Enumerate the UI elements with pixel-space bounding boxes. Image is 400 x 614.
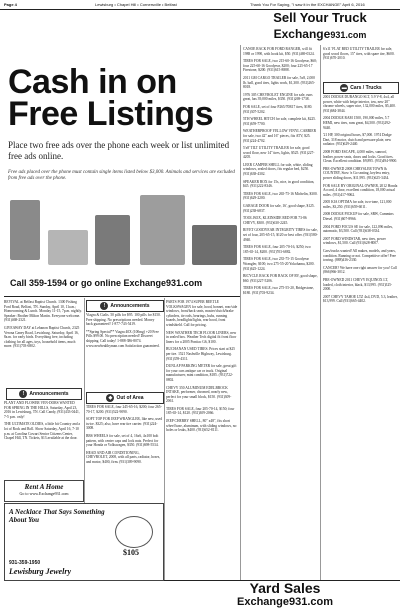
car-icon: ▬ xyxy=(341,84,347,91)
page-number: Page 4 xyxy=(4,2,17,7)
listing: TIRES FOR SALE, two 275-55-20, Bridgestone, $180. (931)703-9234. xyxy=(243,286,314,295)
section-label: Out of Area xyxy=(116,395,144,401)
section-label: Cars / Trucks xyxy=(350,85,382,91)
listing: Cars/trucks wanted! All makes, models, and years, condition. Running or not. Competitive offer! Free towing. (888)416-2330. xyxy=(323,249,396,263)
listing: CANOE RACK FOR FORD RANGER, will fit 1988 or 1990, with hook kit, $50. (931)469-0324. xyxy=(243,47,315,56)
listing: TOOL BOX, KLEINSIDE RED FOR 73-86 CHEVY, $300. (931)630-2245. xyxy=(243,216,307,225)
auto-parts-column xyxy=(86,405,162,501)
map-icon: ◆ xyxy=(106,394,114,402)
listing: TIRES FOR SALE, four 205-70-16, $250; two 185-65-14, $200. (931)703-6882. xyxy=(243,245,311,254)
brand-domain: 931.com xyxy=(330,30,367,40)
listing: 2008 FORD ESCAPE, 4,000 miles, sunroof, leather, power seats, doors and locks. Good tires. Clean. Excellent condition. $9,895. (931)494-9900. xyxy=(323,149,398,164)
necklace-title: A Necklace That Says Something About You xyxy=(9,508,105,524)
photo-chair xyxy=(140,195,185,265)
jewelry-phone: 931-359-1950 xyxy=(9,560,41,566)
parts-column xyxy=(166,300,238,578)
events-column xyxy=(4,300,82,386)
megaphone-icon: ! xyxy=(100,302,108,310)
jewelry-name: Lewisburg Jewelry xyxy=(9,567,71,576)
hero-note: Free ads placed over the phone must contain single items listed below $3,000. Animals and services are excluded from free ads over the phone. xyxy=(8,170,235,181)
header-tagline: Thank You For Saying, "I saw it in the EXCHANGE" April 6, 2016 xyxy=(250,2,365,7)
listing: BICYCLE RACK FOR BACK OF RV, good shape, $60. (931)227-5206. xyxy=(243,274,318,283)
sell-truck-brand xyxy=(240,27,400,41)
hero-title-line2: Free Listings xyxy=(8,95,214,133)
listing: THE ULTIMATE OLDIES, a little bit Country and a lot of Rock and Roll. Show Saturday, April 16, 7-10 p.m. at Carolina Cowart Senior Citizens Center, Chapel Hill, TN. Tickets, $13 available at the door. xyxy=(4,422,81,441)
listing: PARTS FOR 1974 SUPER BEETLE VOLKSWAGEN for sale, hood, bonnet, rear/side windows, front/back seats, master/clutch/brake cylinders, tie rods, bearings, hubs, running boards, headlights/lights, rear hood, front windshield. Call for pricing. xyxy=(166,300,238,327)
column-divider xyxy=(320,45,321,580)
rent-ad-title: Rent A Home xyxy=(24,483,64,491)
column-divider xyxy=(164,298,165,580)
photo-shoes xyxy=(192,225,237,265)
necklace-icon xyxy=(115,516,153,548)
truck-parts-column xyxy=(243,47,318,577)
listing: 2005 KIA OPTIMA for sale, two-tone, 121,000 miles, $3,250. (931)659-6011. xyxy=(323,200,392,209)
rent-home-ad[interactable] xyxy=(4,480,84,502)
sell-truck-title: Sell Your Truck xyxy=(273,10,367,25)
listing: PRE-OWNED 2008 CHRYSLER TOWN & COUNTRY, Stow 'n Go seating, keyless entry, power sliding doors, $11,995. (931)625-3434. xyxy=(323,166,390,180)
events-column-2 xyxy=(4,401,82,477)
listing: LEER CAMPER SHELL for sale, white, sliding windows, sealed doors, fits regular bed, $250. (931)638-4302. xyxy=(243,162,313,177)
listing: TIRES FOR SALE, four 245-65-16, $200; four 265-70-17, $200. (931)522-9090. xyxy=(86,405,162,414)
listing: TIRES FOR SALE, two 265-75-16 Michelin, $300. (931)629-2200. xyxy=(243,191,318,201)
listing: CANCER? We have one right answer for you! Call (866)966-3012. xyxy=(323,265,397,275)
photo-toy xyxy=(95,215,130,265)
listing: BBS WHEELS for sale, set of 4, 16x6, 4x100 bolt pattern, with center caps and lock nuts. Perfect for your Honda or Volkswagen, $350. (931)698-5534. xyxy=(86,433,159,448)
necklace-price: $105 xyxy=(123,548,139,557)
cars-column xyxy=(323,95,398,577)
page-header xyxy=(0,0,400,9)
paper-names: Lewisburg • Chapel Hill • Cornersville • Belfast xyxy=(95,2,177,7)
listing: RIVET GOODYEAR INTEGRITY TIRES for sale, set of four, 205-65-15, $120 or best offer. (931)580-4940. xyxy=(243,228,318,242)
listing: TIRES FOR SALE, two 235-75-15 Goodyear Wrangler, $100; two 275-55-20 Yokohama, $200. (931)625-1224. xyxy=(243,257,315,271)
section-label: Announcements xyxy=(29,391,69,397)
health-column xyxy=(86,313,162,389)
section-announcements-2 xyxy=(86,300,164,312)
listing: 2007 CHEVY TAHOE LTZ 4x4, DVD, 5.3, leather, $13,999. Call (931)665-4402. xyxy=(323,294,398,304)
listing: BUCHANAN USED TIRES. Prices start at $25 per tire. 1521 Nashville Highway, Lewisburg. (931)359-4311. xyxy=(166,347,235,361)
listing: 5TH WHEEL HITCH for sale, complete kit, $225. (931)659-7700. xyxy=(243,117,316,126)
rent-ad-sub: Go to www.Exchange931.com xyxy=(19,491,69,496)
listing: FOR SALE BY ORIGINAL OWNER, 2012 Honda Accord, 4 door, excellent condition, 18,000 actual miles. (931)417-9062. xyxy=(323,183,398,197)
listing: TIRES FOR SALE, four 205-70-14, $150; four 185-65-14, $120. (931)309-2066. xyxy=(166,406,235,416)
section-announcements xyxy=(6,388,82,400)
listing: JEEP CHERRY SHELL, 80" x48", fits short wheel base, aluminum, with sliding windows, no holes or leaks, $400. (931)652-8111. xyxy=(166,419,237,433)
hero-subtitle: Place two free ads over the phone each week or list unlimited free ads online. xyxy=(8,140,230,161)
listing: 2004 DODGE RAM 1500, 190,000 miles, 5.7 HEMI, new tires, runs great, $4,500. (931)292-9440. xyxy=(323,116,391,130)
listing: 6'x11' FLAT BED UTILITY TRAILER for sale, good wood floors, 15" tires, with spare tire, $600. (931)670-2010. xyxy=(323,47,395,61)
listing: CHEVY 350 ALUMINUM EDELBROCK INTAKE, performer, chromed, nearly new, perfect for your small block, $150. (931)309-2061. xyxy=(166,385,232,404)
listing: **Spring Special** Viagra 40X (100mg) +20 Free Pills $99.00. No prescription needed! Discreet shipping. Call today! 1-888-386-8074. www.newhealthyman.com Satisfaction guaranteed. xyxy=(86,329,160,348)
hero-title-line1: Cash in on xyxy=(8,63,177,101)
section-cars-trucks xyxy=(323,82,399,94)
listing: SPEAKER BOX for 15s, nice, in good condition, $45. (931)222-8346. xyxy=(243,179,315,189)
hero-title xyxy=(8,63,240,133)
listing: PRE-OWNED 2011 CHEVY EQUINOX LT, loaded, cloth interior, black, $13,995. (931)525-2000. xyxy=(323,278,393,292)
photo-dress xyxy=(10,200,40,260)
listing: WEATHERPROOF YELLOW VINYL CARRIER for sale, two 42" and 16" pieces, fits ATV, $25. (931)224-4702. xyxy=(243,129,316,143)
listing: TIRES FOR SALE, two 215-60-16 Goodyear, $60; four 225-60-16 Goodyear, $200; four 225-65-17 Firestone, $200. (931)615-8888. xyxy=(243,59,317,73)
listing: 5'x8' TILT UTILITY TRAILER for sale, good wood floor, new 14" tires, lights, $525. (931)227-4205. xyxy=(243,146,315,160)
megaphone-icon: ! xyxy=(19,390,27,398)
listing: '21 HP, 300 original hours, $7,000. 1974 Dodge Dart, 318 motor, clutch and pressure plate, new radiator. (931)629-2440. xyxy=(323,133,392,147)
listing: FOR SALE, set of four P265/70R17 tires, $180. (931)307-5202. xyxy=(243,104,313,114)
yard-sales-banner xyxy=(170,580,400,609)
hero-bottom-rule xyxy=(4,296,240,297)
listing: 2007 FORD WINDSTAR, new tires, power windows, $1,500. Call (931)628-8007. xyxy=(323,236,386,246)
jewelry-ad[interactable] xyxy=(4,503,164,581)
yard-sales-brand: Exchange931.com xyxy=(237,596,333,608)
listing: REVIVAL at Belfast Baptist Church. 1300 Fishing Ford Road, Belfast, TN. Sunday, April 10, 11a.m.; Homecoming & Lunch. Monday 11-15, 7p.m. nightly. Speaker: Brother Milton Martin. Everyone welcome. (931)468-2321. xyxy=(4,300,82,323)
listing: PLANT AND FLOWER VEN-DORS WANTED FOR SPRING IN THE HILLS, Saturday, April 23, 2016 in Lewisburg, TN. Call Candy, (931)433-0441, 7-5 p.m. only! xyxy=(4,401,80,419)
listing: SOFT TOP FOR JEEP WRANGLER, like new, used twice. $325; also, have rear tire carrier. (931)224-3008. xyxy=(86,417,162,431)
section-label: Announcements xyxy=(110,303,150,309)
listing: GIVEAWAY DAY at Lebanon Baptist Church, 2325 Verona Caney Road, Lewisburg. Saturday, April 16, 8a.m. for early birds. Everything free, including clothing for all ages, toys, household items, much more. (931)703-6802. xyxy=(4,325,80,349)
brand-name: Exchange xyxy=(273,27,331,41)
listing: HEAD AND AIR CONDITIONING, CHEVROLET, 2008, with all parts, radiator, hoses, and motor, $400, firm. (931)309-9090. xyxy=(86,450,161,464)
listing: NEW WEATHER TECH FLOOR LINERS, new in sealed box. Weather Tech digital fit front floor liners for a 2005 Pontiac G6, $100. xyxy=(166,330,237,344)
listing: Viagra & Cialis. 50 pills for $95. 100 pills for $150. Free shipping. No prescriptions needed. Money back guaranteed! 1-877-743-5419. xyxy=(86,313,161,327)
section-out-of-area xyxy=(86,392,164,404)
listing: 2011 GM CARGO TRAILER for sale, 5x8, 2,000 lb. ball, good tires, lights work, $1,300. (931)265-8018. xyxy=(243,75,315,90)
listing: 2008 DODGE PICKUP for sale, SRW, Cummins Diesel. (931)607-8966. xyxy=(323,212,394,222)
call-to-action: Call 359-1594 or go online Exchange931.com xyxy=(10,278,203,288)
trailer-column xyxy=(323,47,398,79)
photo-dolls xyxy=(48,230,88,265)
column-divider xyxy=(240,45,241,580)
listing: 1976 305 CHEVROLET ENGINE for sale, runs great, has 39,000 miles, $350. (931)269-1738. xyxy=(243,92,313,102)
listing: 2004 FORD FOCUS SE for sale, 122,096 miles, automatic, $3,500. Call (931)638-0334. xyxy=(323,224,393,234)
yard-sales-title: Yard Sales xyxy=(249,580,321,596)
listing: DUNLAP PARKING METER for sale, great gift for your cars antique car or truck. Original manufacturer, mint condition, $185. (931)722-0802. xyxy=(166,364,237,382)
listing: GARAGE DOOR for sale, 16', good shape, $125. (931)238-6837. xyxy=(243,204,315,213)
listing: 2001 DODGE DURANGO SLT, 5.9 V-8, 4x4, all power, white with beige interior, tow, new 20" chrome wheels, super nice, 132,000 miles, $5,400. (931)684-3844. xyxy=(323,95,396,113)
